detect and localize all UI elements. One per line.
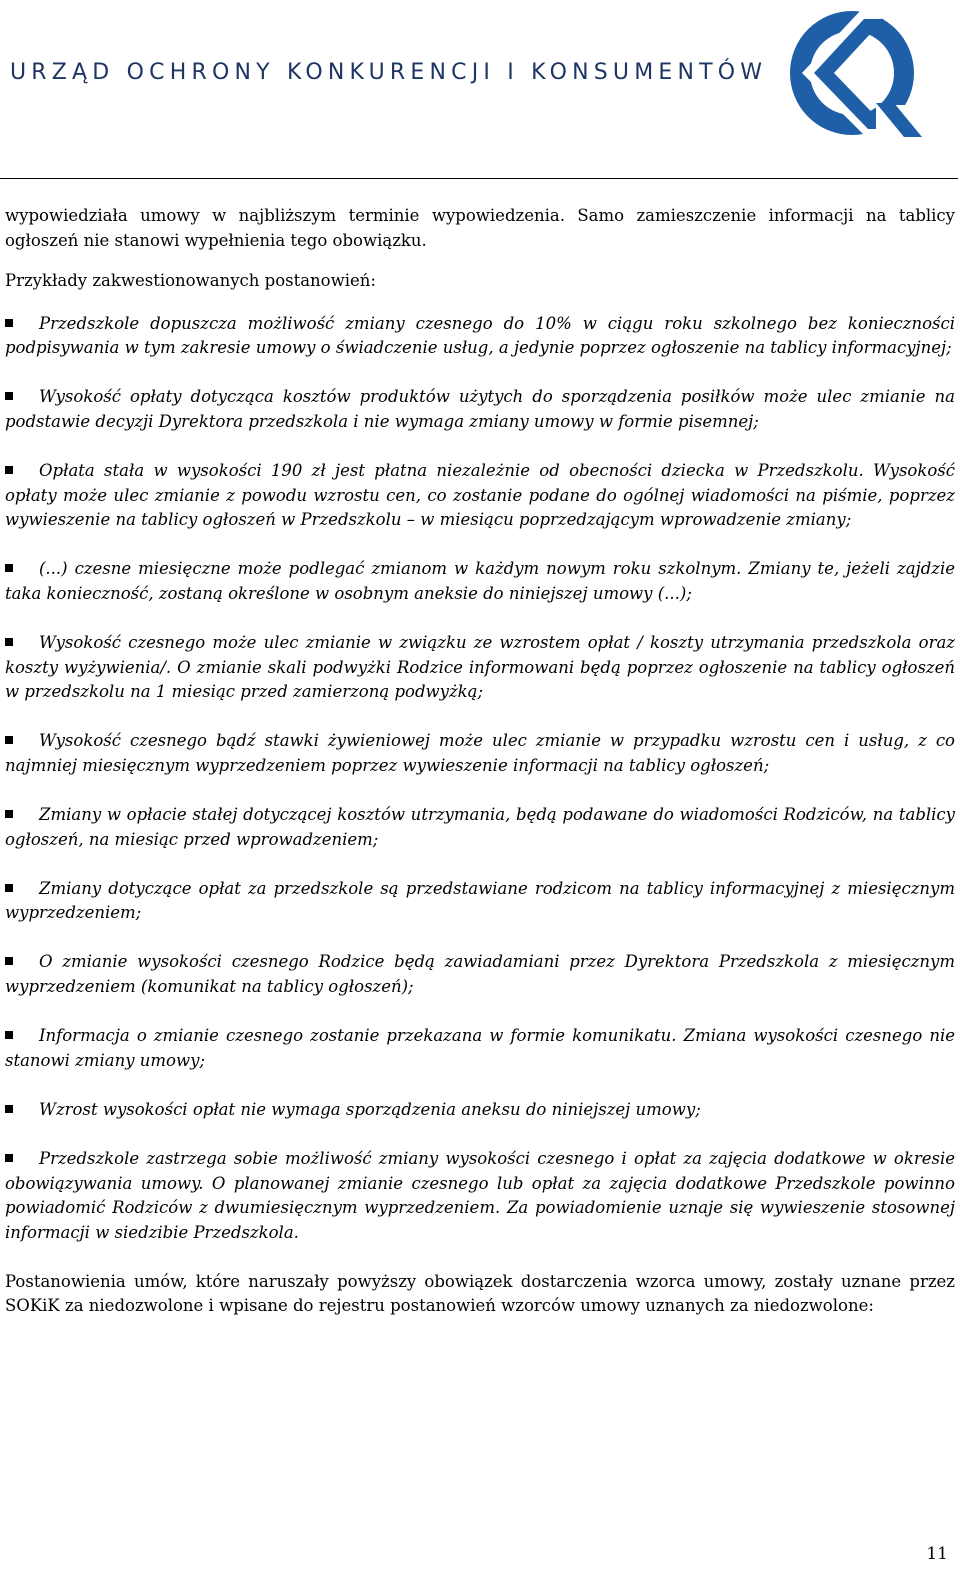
header-title: URZĄD OCHRONY KONKURENCJI I KONSUMENTÓW [10,60,768,85]
header-divider [0,178,958,179]
clause-text: Wzrost wysokości opłat nie wymaga sporządzenia aneksu do niniejszej umowy; [39,1099,701,1119]
clause-text: Wysokość czesnego bądź stawki żywieniowej może ulec zmianie w przypadku wzrostu cen i usług, z co najmniej miesięcznym wyprzedzeniem poprzez wywieszenie informacji na tablicy ogłoszeń; [5,731,955,775]
clause-item [5,557,955,606]
clause-item [5,312,955,361]
clause-item [5,877,955,926]
clause-text: Opłata stała w wysokości 190 zł jest płatna niezależnie od obecności dziecka w Przedszkolu. Wysokość opłaty może ulec zmianie z powodu wzrostu cen, co zostanie podane do ogólnej wiadomości na piśmie, poprzez wywieszenie na tablicy ogłoszeń w Przedszkolu – w miesiącu poprzedzającym wprowadzenie zmiany; [5,461,955,530]
clause-text: Zmiany w opłacie stałej dotyczącej kosztów utrzymania, będą podawane do wiadomości Rodziców, na tablicy ogłoszeń, na miesiąc przed wprowadzeniem; [5,805,955,849]
clause-item [5,1147,955,1245]
clause-text: Przedszkole zastrzega sobie możliwość zmiany wysokości czesnego i opłat za zajęcia dodatkowe w okresie obowiązywania umowy. O planowanej zmianie czesnego lub opłat za zajęcia dodatkowe Przedszkole powinno powiadomić Rodziców z dwumiesięcznym wyprzedzeniem. Za powiadomienie uznaje się wywieszenie stosownej informacji w siedzibie Przedszkola. [5,1148,955,1242]
square-bullet-icon [5,638,13,646]
clause-text: Wysokość opłaty dotycząca kosztów produktów użytych do sporządzenia posiłków może ulec zmianie na podstawie decyzji Dyrektora przedszkola i nie wymaga zmiany umowy w formie pisemnej; [5,387,955,432]
intro-paragraph: wypowiedziała umowy w najbliższym terminie wypowiedzenia. Samo zamieszczenie informacji na tablicy ogłoszeń nie stanowi wypełnienia tego obowiązku. [5,206,955,250]
uokik-logo-icon [790,5,930,143]
clause-text: Zmiany dotyczące opłat za przedszkole są przedstawiane rodzicom na tablicy informacyjnej z miesięcznym wyprzedzeniem; [5,878,955,923]
square-bullet-icon [5,1105,13,1113]
square-bullet-icon [5,736,13,744]
clause-item [5,459,955,533]
clause-item [5,385,955,434]
square-bullet-icon [5,466,13,474]
clause-item [5,729,955,778]
clause-item [5,950,955,999]
clause-text: Informacja o zmianie czesnego zostanie przekazana w formie komunikatu. Zmiana wysokości czesnego nie stanowi zmiany umowy; [5,1026,955,1070]
square-bullet-icon [5,810,13,818]
square-bullet-icon [5,1031,13,1039]
examples-heading: Przykłady zakwestionowanych postanowień: [5,271,376,291]
square-bullet-icon [5,319,13,327]
clause-text: Wysokość czesnego może ulec zmianie w związku ze wzrostem opłat / koszty utrzymania przedszkola oraz koszty wyżywienia/. O zmianie skali podwyżki Rodzice informowani będą poprzez ogłoszenie na tablicy ogłoszeń w przedszkolu na 1 miesiąc przed zamierzoną podwyżką; [5,633,955,702]
clause-text: O zmianie wysokości czesnego Rodzice będą zawiadamiani przez Dyrektora Przedszkola z miesięcznym wyprzedzeniem (komunikat na tablicy ogłoszeń); [5,952,955,997]
square-bullet-icon [5,392,13,400]
square-bullet-icon [5,564,13,572]
square-bullet-icon [5,957,13,965]
clause-item [5,1024,955,1073]
page-number: 11 [926,1544,948,1564]
square-bullet-icon [5,1154,13,1162]
clause-item [5,803,955,852]
square-bullet-icon [5,884,13,892]
closing-paragraph: Postanowienia umów, które naruszały powyższy obowiązek dostarczenia wzorca umowy, zostały uznane przez SOKiK za niedozwolone i wpisane do rejestru postanowień wzorców umowy uznanych za niedozwolone: [5,1271,955,1316]
clause-text: (...) czesne miesięczne może podlegać zmianom w każdym nowym roku szkolnym. Zmiany te, jeżeli zajdzie taka konieczność, zostaną określone w osobnym aneksie do niniejszej umowy (...); [5,559,955,604]
clause-item [5,1098,955,1123]
clause-text: Przedszkole dopuszcza możliwość zmiany czesnego do 10% w ciągu roku szkolnego bez konieczności podpisywania w tym zakresie umowy o świadczenie usług, a jedynie poprzez ogłoszenie na tablicy informacyjnej; [5,313,955,358]
document-body [5,204,955,1319]
clause-item [5,631,955,705]
